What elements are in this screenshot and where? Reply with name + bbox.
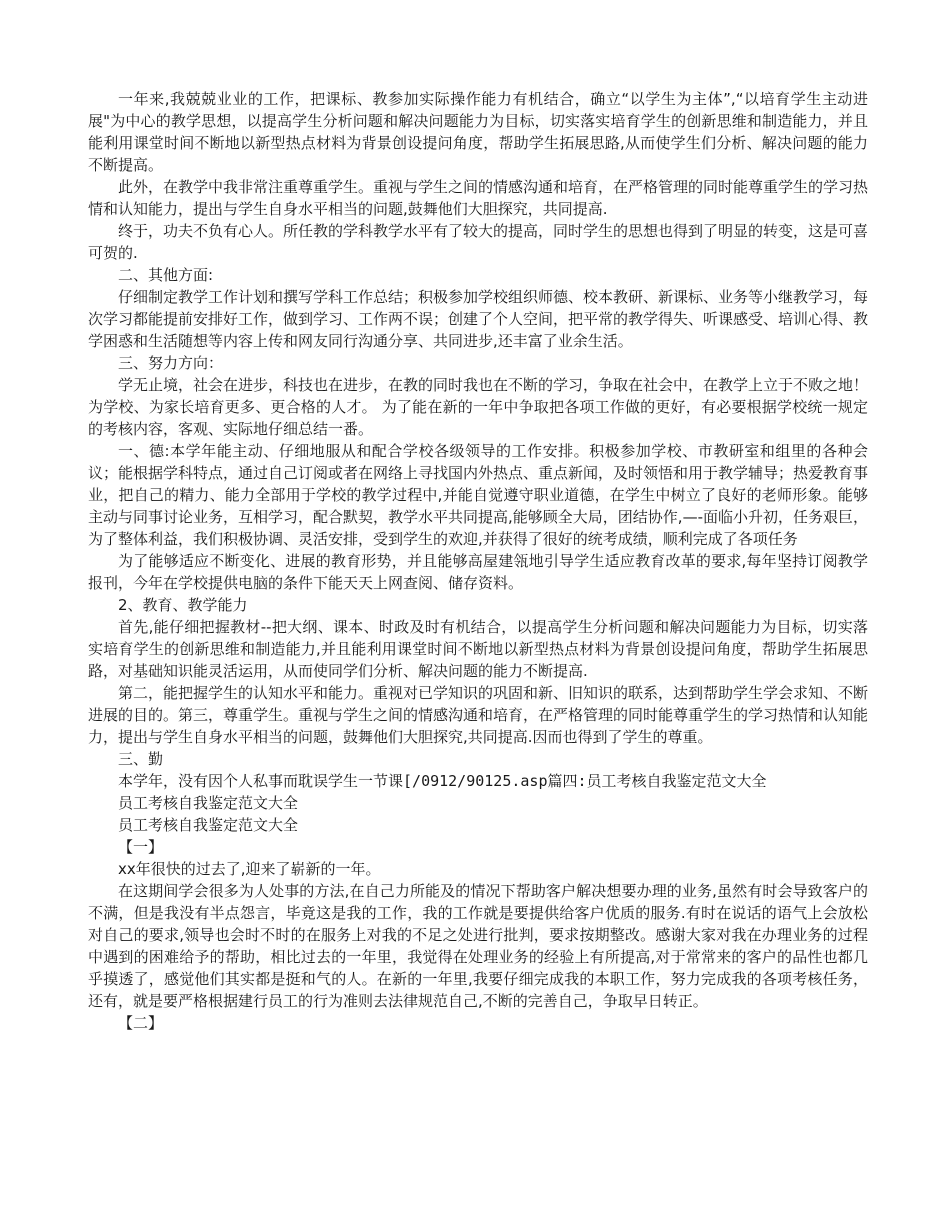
paragraph-continuous-learning: 学无止境，社会在进步，科技也在进步，在教的同时我也在不断的学习，争取在社会中，在教学上立于不败之地！为学校、为家长培育更多、更合格的人才。 为了能在新的一年中争取把各项工作做的更好，有必要根据学校统一规定的考核内容，客观、实际地仔细总结一番。 [88,376,869,438]
heading-effort-direction: 三、努力方向： [118,354,224,372]
document-body [88,88,868,1034]
paragraph-results: 终于，功夫不负有心人。所任教的学科教学水平有了较大的提高，同时学生的思想也得到了明显的转变，这是可喜可贺的. [88,222,869,262]
paragraph-year-summary: 一年来,我兢兢业业的工作，把课标、教参加实际操作能力有机结合，确立“以学生为主体”,“以培育学生主动进展"为中心的教学思想，以提高学生分析问题和解决问题能力为目标，切实落实培育学生的创新思维和制造能力，并且能利用课堂时间不断地以新型热点材料为背景创设提问角度，帮助学生拓展思路,从而使学生们分析、解决问题的能力不断提高。 [88,90,868,174]
paragraph-respect-students: 此外，在教学中我非常注重尊重学生。重视与学生之间的情感沟通和培育，在严格管理的同时能尊重学生的学习热情和认知能力，提出与学生自身水平相当的问题,鼓舞他们大胆探究，共同提高. [88,178,869,218]
title-employee-review-2: 员工考核自我鉴定范文大全 [118,816,299,834]
paragraph-adapt-education: 为了能够适应不断变化、进展的教育形势，并且能够高屋建瓴地引导学生适应教育改革的要求,每年坚持订阅教学报刊，今年在学校提供电脑的条件下能天天上网查阅、储存资料。 [88,552,868,592]
paragraph-second-third: 第二，能把握学生的认知水平和能力。重视对已学知识的巩固和新、旧知识的联系，达到帮助学生学会求知、不断进展的目的。第三，尊重学生。重视与学生之间的情感沟通和培育，在严格管理的同时能尊重学生的学习热情和认知能力，提出与学生自身水平相当的问题，鼓舞他们大胆探究,共同提高.因而也得到了学生的尊重。 [88,684,869,746]
paragraph-morality: 一、德:本学年能主动、仔细地服从和配合学校各级领导的工作安排。积极参加学校、市教研室和组里的各种会议；能根据学科特点，通过自己订阅或者在网络上寻找国内外热点、重点新闻，及时领悟和用于教学辅导；热爱教育事业，把自己的精力、能力全部用于学校的教学过程中,并能自觉遵守职业道德，在学生中树立了良好的老师形象。能够主动与同事讨论业务，互相学习，配合默契，教学水平共同提高,能够顾全大局，团结协作,—-面临小升初，任务艰巨，为了整体利益，我们积极协调、灵活安排，受到学生的欢迎,并获得了很好的统考成绩，顺利完成了各项任务 [88,442,869,548]
section-marker-one: 【一】 [118,838,164,856]
heading-diligence: 三、勤 [118,750,164,768]
paragraph-new-year: xx年很快的过去了,迎来了崭新的一年。 [118,860,381,878]
paragraph-first-textbook: 首先,能仔细把握教材--把大纲、课本、时政及时有机结合，以提高学生分析问题和解决问题能力为目标，切实落实培育学生的创新思维和制造能力,并且能利用课堂时间不断地以新型热点材料为背景创设提问角度，帮助学生拓展思路，对基础知识能灵活运用，从而使同学们分析、解决问题的能力不断提高. [88,618,868,680]
section-marker-two: 【二】 [118,1014,164,1032]
title-employee-review-1: 员工考核自我鉴定范文大全 [118,794,299,812]
paragraph-diligence-link: 本学年，没有因个人私事而耽误学生一节课[/0912/90125.asp篇四:员工考核自我鉴定范文大全 [118,772,767,790]
paragraph-customer-service: 在这期间学会很多为人处事的方法,在自己力所能及的情况下帮助客户解决想要办理的业务,虽然有时会导致客户的不满，但是我没有半点怨言，毕竟这是我的工作，我的工作就是要提供给客户优质的服务.有时在说话的语气上会放松对自己的要求,领导也会时不时的在服务上对我的不足之处进行批判，要求按期整改。感谢大家对我在办理业务的过程中遇到的困难给予的帮助，相比过去的一年里，我觉得在处理业务的经验上有所提高,对于常常来的客户的品性也都几乎摸透了，感觉他们其实都是挺和气的人。在新的一年里,我要仔细完成我的本职工作，努力完成我的各项考核任务，还有，就是要严格根据建行员工的行为准则去法律规范自己,不断的完善自己，争取早日转正。 [88,882,868,1010]
heading-teaching-ability: 2、教育、教学能力 [118,596,248,614]
paragraph-work-plan: 仔细制定教学工作计划和撰写学科工作总结；积极参加学校组织师德、校本教研、新课标、业务等小继教学习，每次学习都能提前安排好工作，做到学习、工作两不误；创建了个人空间，把平常的教学得失、听课感受、培训心得、教学困惑和生活随想等内容上传和网友同行沟通分享、共同进步,还丰富了业余生活。 [88,288,869,350]
heading-other-aspects: 二、其他方面: [118,266,214,284]
